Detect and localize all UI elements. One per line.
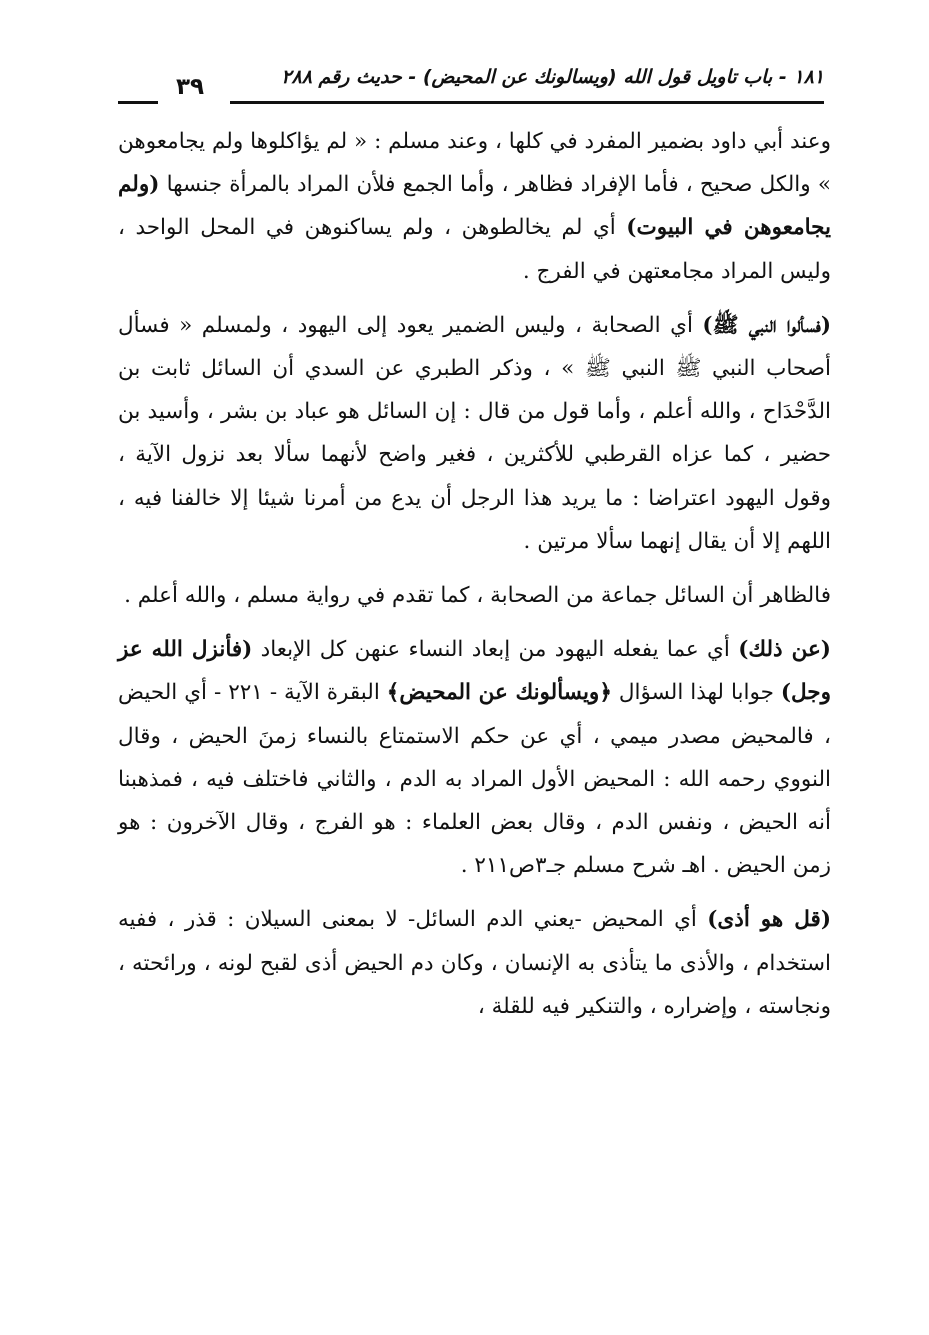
text-segment: أي عما يفعله اليهود من إبعاد النساء عنهن كل الإبعاد	[252, 637, 739, 663]
paragraph	[118, 304, 831, 563]
text-segment: البقرة الآية - ٢٢١ - أي الحيض ، فالمحيض مصدر ميمي ، أي عن حكم الاستمتاع بالنساء زمنَ الحيض ، وقال النووي رحمه الله : المحيض الأول المراد به الدم ، والثاني فاختلف فيه ، فمذهبنا أنه الحيض ، ونفس الدم ، وقال بعض العلماء : هو الفرج ، وقال الآخرون : هو زمن الحيض . اهـ شرح مسلم جـ٣ص٢١١ .	[118, 680, 831, 879]
bold-phrase: (فأنزل الله عز وجل)	[118, 637, 831, 706]
page-header	[118, 66, 824, 108]
text-segment: أي الصحابة ، وليس الضمير يعود إلى اليهود ، ولمسلم « فسأل أصحاب النبي ﷺ النبي ﷺ » ، وذكر الطبري عن السدي أن السائل ثابت بن الدَّحْدَاح ، والله أعلم ، وأما قول من قال : إن السائل هو عباد بن بشر ، وأسيد بن حضير ، كما عزاه القرطبي للأكثرين ، فغير واضح لأنهما سألا بعد نزول الآية ، وقول اليهود اعتراضا : ما يريد هذا الرجل أن يدع من أمرنا شيئا إلا خالفنا فيه ، اللهم إلا أن يقال إنهما سألا مرتين .	[118, 312, 831, 554]
text-segment: أي لم يخالطوهن ، ولم يساكنوهن في المحل الواحد ، وليس المراد مجامعتهن في الفرج .	[118, 215, 831, 284]
text-segment: جوابا لهذا السؤال	[611, 680, 781, 706]
running-title: ١٨١ - باب تاويل قول الله (ويسالونك عن المحيض) - حديث رقم ٢٨٨	[281, 66, 824, 88]
paragraph	[118, 628, 831, 887]
bold-phrase: (ولم يجامعوهن في البيوت)	[118, 172, 831, 241]
header-rule-short	[118, 101, 158, 104]
text-segment: وعند أبي داود بضمير المفرد في كلها ، وعند مسلم : « لم يؤاكلوها ولم يجامعوهن » والكل صحيح ، فأما الإفراد فظاهر ، وأما الجمع فلأن المراد بالمرأة جنسها	[118, 129, 831, 198]
text-segment: أي المحيض -يعني الدم السائل- لا بمعنى السيلان : قذر ، ففيه استخدام ، والأذى ما يتأذى به الإنسان ، وكان دم الحيض أذى لقبح لونه ، ورائحته ، ونجاسته ، وإضراره ، والتنكير فيه للقلة ،	[118, 907, 831, 1019]
paragraph	[118, 574, 831, 617]
bold-phrase: (فسألوا النبي ﷺ)	[702, 312, 831, 338]
bold-phrase: ﴿ويسألونك عن المحيض﴾	[386, 680, 612, 706]
page-number: ٣٩	[176, 74, 205, 100]
text-segment: فالظاهر أن السائل جماعة من الصحابة ، كما تقدم في رواية مسلم ، والله أعلم .	[124, 583, 831, 609]
document-body	[118, 120, 831, 1039]
bold-phrase: (عن ذلك)	[738, 637, 831, 663]
bold-phrase: (قل هو أذى)	[707, 907, 831, 933]
paragraph	[118, 898, 831, 1028]
paragraph	[118, 120, 831, 293]
header-rule	[230, 101, 824, 104]
